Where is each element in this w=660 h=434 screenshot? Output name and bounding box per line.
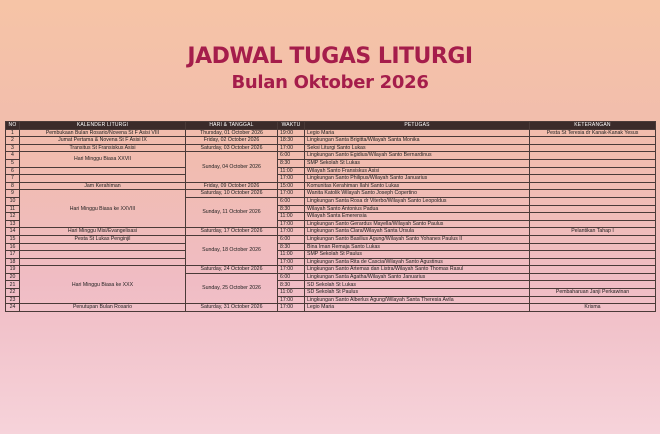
notes-cell — [530, 152, 656, 160]
table-row — [6, 129, 656, 137]
ministers-cell: Lingkungan Santo Alberlus Agung/Wilayah Santa Theresia Avila — [305, 296, 530, 304]
table-row — [6, 251, 656, 259]
time-cell: 18:30 — [278, 137, 305, 145]
time-cell: 17:00 — [278, 266, 305, 274]
notes-cell: Pesta St Teresia dr Kanak-Kanak Yesus — [530, 129, 656, 137]
notes-cell — [530, 190, 656, 198]
notes-cell — [530, 273, 656, 281]
time-cell: 8:30 — [278, 205, 305, 213]
notes-cell — [530, 213, 656, 221]
row-number: 20 — [6, 273, 20, 281]
liturgical-calendar-cell — [20, 243, 186, 251]
ministers-cell: Lingkungan Santo Artemas dan Listra/Wilayah Santo Thomas Rasul — [305, 266, 530, 274]
row-number: 1 — [6, 129, 20, 137]
row-number: 21 — [6, 281, 20, 289]
time-cell: 19:00 — [278, 129, 305, 137]
row-number: 3 — [6, 144, 20, 152]
date-cell: Friday, 09 October 2026 — [186, 182, 278, 190]
ministers-cell: Lingkungan Santo Egidius/Wilayah Santo Bernardinus — [305, 152, 530, 160]
row-number: 19 — [6, 266, 20, 274]
ministers-cell: Lingkungan Santa Agatha/Wilayah Santo Januarius — [305, 273, 530, 281]
notes-cell: Pembaharuan Janji Perkawinan — [530, 289, 656, 297]
row-number: 10 — [6, 197, 20, 205]
liturgical-calendar-cell: Transitus St Fransiskus Asisi — [20, 144, 186, 152]
notes-cell: Pelantikan Tahap I — [530, 228, 656, 236]
date-cell: Friday, 02 October 2026 — [186, 137, 278, 145]
time-cell: 17:00 — [278, 296, 305, 304]
row-number: 6 — [6, 167, 20, 175]
row-number: 2 — [6, 137, 20, 145]
time-cell: 17:00 — [278, 258, 305, 266]
notes-cell: Krisma — [530, 304, 656, 312]
date-cell: Sunday, 18 October 2026 — [186, 235, 278, 265]
liturgical-calendar-cell — [20, 258, 186, 266]
liturgical-calendar-cell — [20, 251, 186, 259]
time-cell: 8:30 — [278, 281, 305, 289]
row-number: 14 — [6, 228, 20, 236]
notes-cell — [530, 182, 656, 190]
ministers-cell: Seksi Liturgi Santo Lukas — [305, 144, 530, 152]
notes-cell — [530, 175, 656, 183]
time-cell: 11:00 — [278, 213, 305, 221]
ministers-cell: SD Sekolah St Paulus — [305, 289, 530, 297]
row-number: 22 — [6, 289, 20, 297]
liturgical-calendar-cell — [20, 175, 186, 183]
column-header-ministers: PETUGAS — [305, 122, 530, 130]
time-cell: 6:00 — [278, 273, 305, 281]
notes-cell — [530, 159, 656, 167]
table-row — [6, 243, 656, 251]
table-row — [6, 144, 656, 152]
time-cell: 17:00 — [278, 228, 305, 236]
time-cell: 6:00 — [278, 152, 305, 160]
row-number: 4 — [6, 152, 20, 160]
table-row — [6, 228, 656, 236]
time-cell: 6:00 — [278, 197, 305, 205]
row-number: 16 — [6, 243, 20, 251]
notes-cell — [530, 220, 656, 228]
ministers-cell: Lingkungan Santo Philipus/Wilayah Santo Januarius — [305, 175, 530, 183]
ministers-cell: Wilayah Santo Antonius Padua — [305, 205, 530, 213]
row-number: 18 — [6, 258, 20, 266]
liturgical-calendar-cell: Pesta St Lukas Penginjil — [20, 235, 186, 243]
ministers-cell: Wilayah Santo Fransiskus Asisi — [305, 167, 530, 175]
ministers-cell: SD Sekolah St Lukas — [305, 281, 530, 289]
schedule-table — [5, 121, 656, 312]
notes-cell — [530, 258, 656, 266]
time-cell: 17:00 — [278, 190, 305, 198]
ministers-cell: SMP Sekolah St Lukas — [305, 159, 530, 167]
row-number: 7 — [6, 175, 20, 183]
table-row — [6, 175, 656, 183]
date-cell: Thursday, 01 October 2026 — [186, 129, 278, 137]
notes-cell — [530, 296, 656, 304]
notes-cell — [530, 137, 656, 145]
time-cell: 17:00 — [278, 220, 305, 228]
notes-cell — [530, 167, 656, 175]
ministers-cell: Lingkungan Santa Clara/Wilayah Santa Ursula — [305, 228, 530, 236]
liturgical-calendar-cell: Jam Kerahiman — [20, 182, 186, 190]
liturgical-calendar-cell: Hari Minggu Misi/Evangelisasi — [20, 228, 186, 236]
ministers-cell: Legio Maria — [305, 129, 530, 137]
date-cell: Saturday, 24 October 2026 — [186, 266, 278, 274]
liturgical-calendar-cell — [20, 167, 186, 175]
liturgical-calendar-cell: Penutupan Bulan Rosario — [20, 304, 186, 312]
date-cell: Saturday, 31 October 2026 — [186, 304, 278, 312]
table-row — [6, 235, 656, 243]
column-header-time: WAKTU — [278, 122, 305, 130]
ministers-cell: Lingkungan Santo Gerardus Mayella/Wilayah Santo Paulus — [305, 220, 530, 228]
page-title: JADWAL TUGAS LITURGI — [187, 44, 473, 69]
time-cell: 11:00 — [278, 251, 305, 259]
ministers-cell: Lingkungan Santo Basilius Agung/Wilayah Santo Yohanes Paulus II — [305, 235, 530, 243]
time-cell: 11:00 — [278, 167, 305, 175]
row-number: 11 — [6, 205, 20, 213]
ministers-cell: Lingkungan Santa Rita de Cascia/Wilayah Santo Agustinus — [305, 258, 530, 266]
row-number: 13 — [6, 220, 20, 228]
column-header-day-date: HARI & TANGGAL — [186, 122, 278, 130]
table-row — [6, 304, 656, 312]
column-header-no: NO — [6, 122, 20, 130]
row-number: 5 — [6, 159, 20, 167]
liturgical-calendar-cell: Jumat Pertama & Novena St F Asisi IX — [20, 137, 186, 145]
notes-cell — [530, 243, 656, 251]
date-cell: Sunday, 04 October 2026 — [186, 152, 278, 182]
time-cell: 17:00 — [278, 304, 305, 312]
liturgical-calendar-cell: Hari Minggu Biasa ke XXX — [20, 266, 186, 304]
time-cell: 8:30 — [278, 159, 305, 167]
ministers-cell: Lingkungan Santa Rosa dr Viterbo/Wilayah Santo Leopoldus — [305, 197, 530, 205]
liturgical-calendar-cell: Hari Minggu Biasa ke XXVIII — [20, 190, 186, 228]
notes-cell — [530, 281, 656, 289]
ministers-cell: SMP Sekolah St Paulus — [305, 251, 530, 259]
notes-cell — [530, 197, 656, 205]
notes-cell — [530, 144, 656, 152]
page-subtitle: Bulan Oktober 2026 — [231, 72, 429, 93]
time-cell: 17:00 — [278, 144, 305, 152]
ministers-cell: Wilayah Santa Emerensia — [305, 213, 530, 221]
row-number: 15 — [6, 235, 20, 243]
row-number: 12 — [6, 213, 20, 221]
time-cell: 11:00 — [278, 289, 305, 297]
date-cell: Saturday, 03 October 2026 — [186, 144, 278, 152]
row-number: 17 — [6, 251, 20, 259]
date-cell: Sunday, 25 October 2026 — [186, 273, 278, 303]
table-header-row — [6, 122, 656, 130]
liturgical-calendar-cell: Hari Minggu Biasa XXVII — [20, 152, 186, 167]
time-cell: 17:00 — [278, 175, 305, 183]
table-row — [6, 258, 656, 266]
table-row — [6, 190, 656, 198]
time-cell: 6:00 — [278, 235, 305, 243]
ministers-cell: Legio Maria — [305, 304, 530, 312]
notes-cell — [530, 266, 656, 274]
table-row — [6, 182, 656, 190]
table-row — [6, 152, 656, 160]
row-number: 24 — [6, 304, 20, 312]
column-header-liturgical-calendar: KALENDER LITURGI — [20, 122, 186, 130]
table-row — [6, 266, 656, 274]
row-number: 9 — [6, 190, 20, 198]
time-cell: 15:00 — [278, 182, 305, 190]
time-cell: 8:30 — [278, 243, 305, 251]
date-cell: Sunday, 11 October 2026 — [186, 197, 278, 227]
table-row — [6, 137, 656, 145]
notes-cell — [530, 251, 656, 259]
notes-cell — [530, 205, 656, 213]
date-cell: Saturday, 17 October 2026 — [186, 228, 278, 236]
date-cell: Saturday, 10 October 2026 — [186, 190, 278, 198]
column-header-notes: KETERANGAN — [530, 122, 656, 130]
ministers-cell: Bina Iman Remaja Santo Lukas — [305, 243, 530, 251]
row-number: 23 — [6, 296, 20, 304]
ministers-cell: Wanita Katolik Wilayah Santo Joseph Copertino — [305, 190, 530, 198]
row-number: 8 — [6, 182, 20, 190]
ministers-cell: Komunitas Kerahiman Ilahi Santo Lukas — [305, 182, 530, 190]
ministers-cell: Lingkungan Santa Brigitta/Wilayah Santa Monika — [305, 137, 530, 145]
notes-cell — [530, 235, 656, 243]
table-row — [6, 167, 656, 175]
liturgical-calendar-cell: Pembukaan Bulan Rosario/Novena St F Asisi VIII — [20, 129, 186, 137]
